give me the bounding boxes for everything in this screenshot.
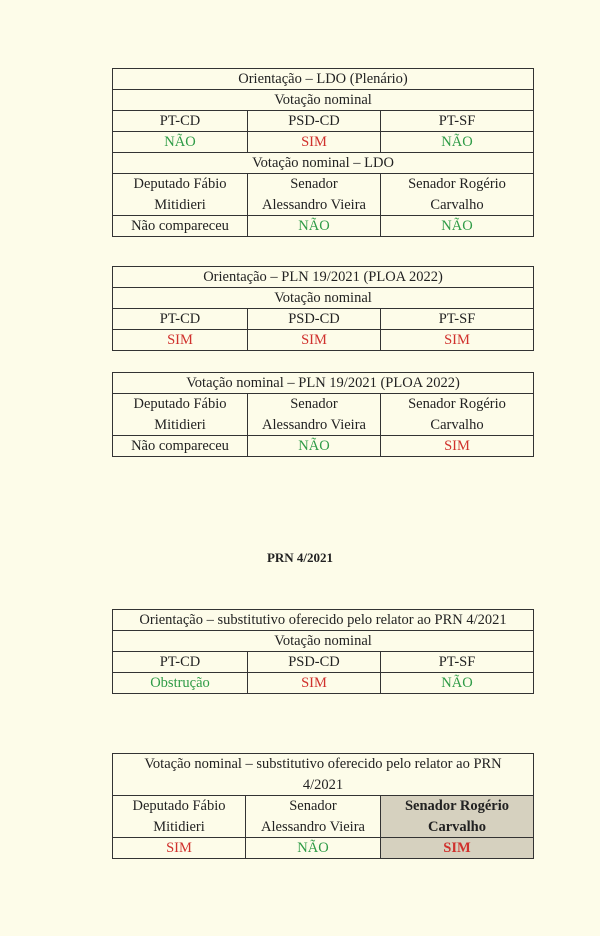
member-cell — [381, 394, 534, 436]
table-row — [113, 652, 534, 673]
member-name-line: Senador Rogério — [408, 176, 506, 192]
party-cell: PSD-CD — [248, 111, 381, 132]
table-row — [113, 796, 534, 838]
member-cell — [381, 174, 534, 216]
table-row — [113, 111, 534, 132]
table-title — [113, 754, 534, 796]
member-name-line: Mitidieri — [154, 416, 206, 433]
member-name-line: Carvalho — [430, 416, 484, 433]
member-name-line: Deputado Fábio — [132, 798, 226, 814]
member-name-line: Senador — [290, 176, 338, 192]
table-row — [113, 436, 534, 457]
ploa-nominal-vote-table — [112, 372, 534, 457]
vote-cell: SIM — [248, 330, 381, 351]
table-row — [113, 610, 534, 631]
table-title-line: 4/2021 — [302, 776, 344, 793]
member-cell-highlighted — [381, 796, 534, 838]
table-row — [113, 373, 534, 394]
member-cell — [113, 394, 248, 436]
party-cell: PT-CD — [113, 111, 248, 132]
party-cell: PT-SF — [381, 652, 534, 673]
member-name-line: Mitidieri — [153, 818, 205, 835]
table-subtitle: Votação nominal — [113, 90, 534, 111]
party-cell: PT-SF — [381, 111, 534, 132]
table-title-line: Votação nominal – substitutivo oferecido pelo relator ao PRN — [144, 756, 502, 772]
table-row — [113, 90, 534, 111]
vote-cell: SIM — [113, 330, 248, 351]
party-cell: PT-CD — [113, 652, 248, 673]
ldo-orientation-table — [112, 68, 534, 237]
table-subtitle: Votação nominal — [113, 288, 534, 309]
member-cell — [248, 394, 381, 436]
member-cell — [113, 174, 248, 216]
table-row — [113, 754, 534, 796]
member-cell — [248, 174, 381, 216]
table-subtitle: Votação nominal – LDO — [113, 153, 534, 174]
table-row — [113, 631, 534, 652]
vote-cell: SIM — [381, 436, 534, 457]
table-row — [113, 267, 534, 288]
member-name-line: Deputado Fábio — [133, 396, 227, 412]
vote-cell: NÃO — [248, 216, 381, 237]
table-title: Orientação – LDO (Plenário) — [113, 69, 534, 90]
member-name-line: Senador Rogério — [404, 798, 510, 814]
party-cell: PSD-CD — [248, 652, 381, 673]
prn-orientation-table — [112, 609, 534, 694]
prn-nominal-vote-table — [112, 753, 534, 859]
vote-cell: NÃO — [113, 132, 248, 153]
member-cell — [246, 796, 381, 838]
vote-cell: SIM — [381, 330, 534, 351]
vote-cell: NÃO — [381, 216, 534, 237]
section-heading: PRN 4/2021 — [266, 550, 334, 565]
member-name-line: Mitidieri — [154, 196, 206, 213]
vote-cell: SIM — [248, 673, 381, 694]
table-row — [113, 394, 534, 436]
vote-cell: NÃO — [381, 132, 534, 153]
party-cell: PSD-CD — [248, 309, 381, 330]
table-subtitle: Votação nominal — [113, 631, 534, 652]
table-row — [113, 330, 534, 351]
member-name-line: Deputado Fábio — [133, 176, 227, 192]
party-cell: PT-SF — [381, 309, 534, 330]
table-row — [113, 838, 534, 859]
table-title: Orientação – PLN 19/2021 (PLOA 2022) — [113, 267, 534, 288]
vote-cell: Não compareceu — [113, 436, 248, 457]
member-name-line: Senador — [290, 396, 338, 412]
vote-cell: SIM — [113, 838, 246, 859]
table-title: Votação nominal – PLN 19/2021 (PLOA 2022) — [113, 373, 534, 394]
member-name-line: Alessandro Vieira — [262, 416, 366, 433]
table-row — [113, 673, 534, 694]
vote-cell: NÃO — [381, 673, 534, 694]
vote-cell: Não compareceu — [113, 216, 248, 237]
table-row — [113, 69, 534, 90]
member-name-line: Senador Rogério — [408, 396, 506, 412]
member-name-line: Senador — [289, 798, 337, 814]
member-cell — [113, 796, 246, 838]
table-row — [113, 309, 534, 330]
ploa-orientation-table — [112, 266, 534, 351]
table-row — [113, 216, 534, 237]
vote-cell: SIM — [248, 132, 381, 153]
vote-cell: NÃO — [246, 838, 381, 859]
table-title: Orientação – substitutivo oferecido pelo relator ao PRN 4/2021 — [113, 610, 534, 631]
vote-cell: Obstrução — [113, 673, 248, 694]
vote-cell: NÃO — [248, 436, 381, 457]
table-row — [113, 132, 534, 153]
party-cell: PT-CD — [113, 309, 248, 330]
table-row — [113, 153, 534, 174]
member-name-line: Carvalho — [430, 196, 484, 213]
member-name-line: Alessandro Vieira — [261, 818, 365, 835]
vote-cell-highlighted: SIM — [381, 838, 534, 859]
member-name-line: Alessandro Vieira — [262, 196, 366, 213]
table-row — [113, 174, 534, 216]
table-row — [113, 288, 534, 309]
member-name-line: Carvalho — [428, 818, 486, 835]
